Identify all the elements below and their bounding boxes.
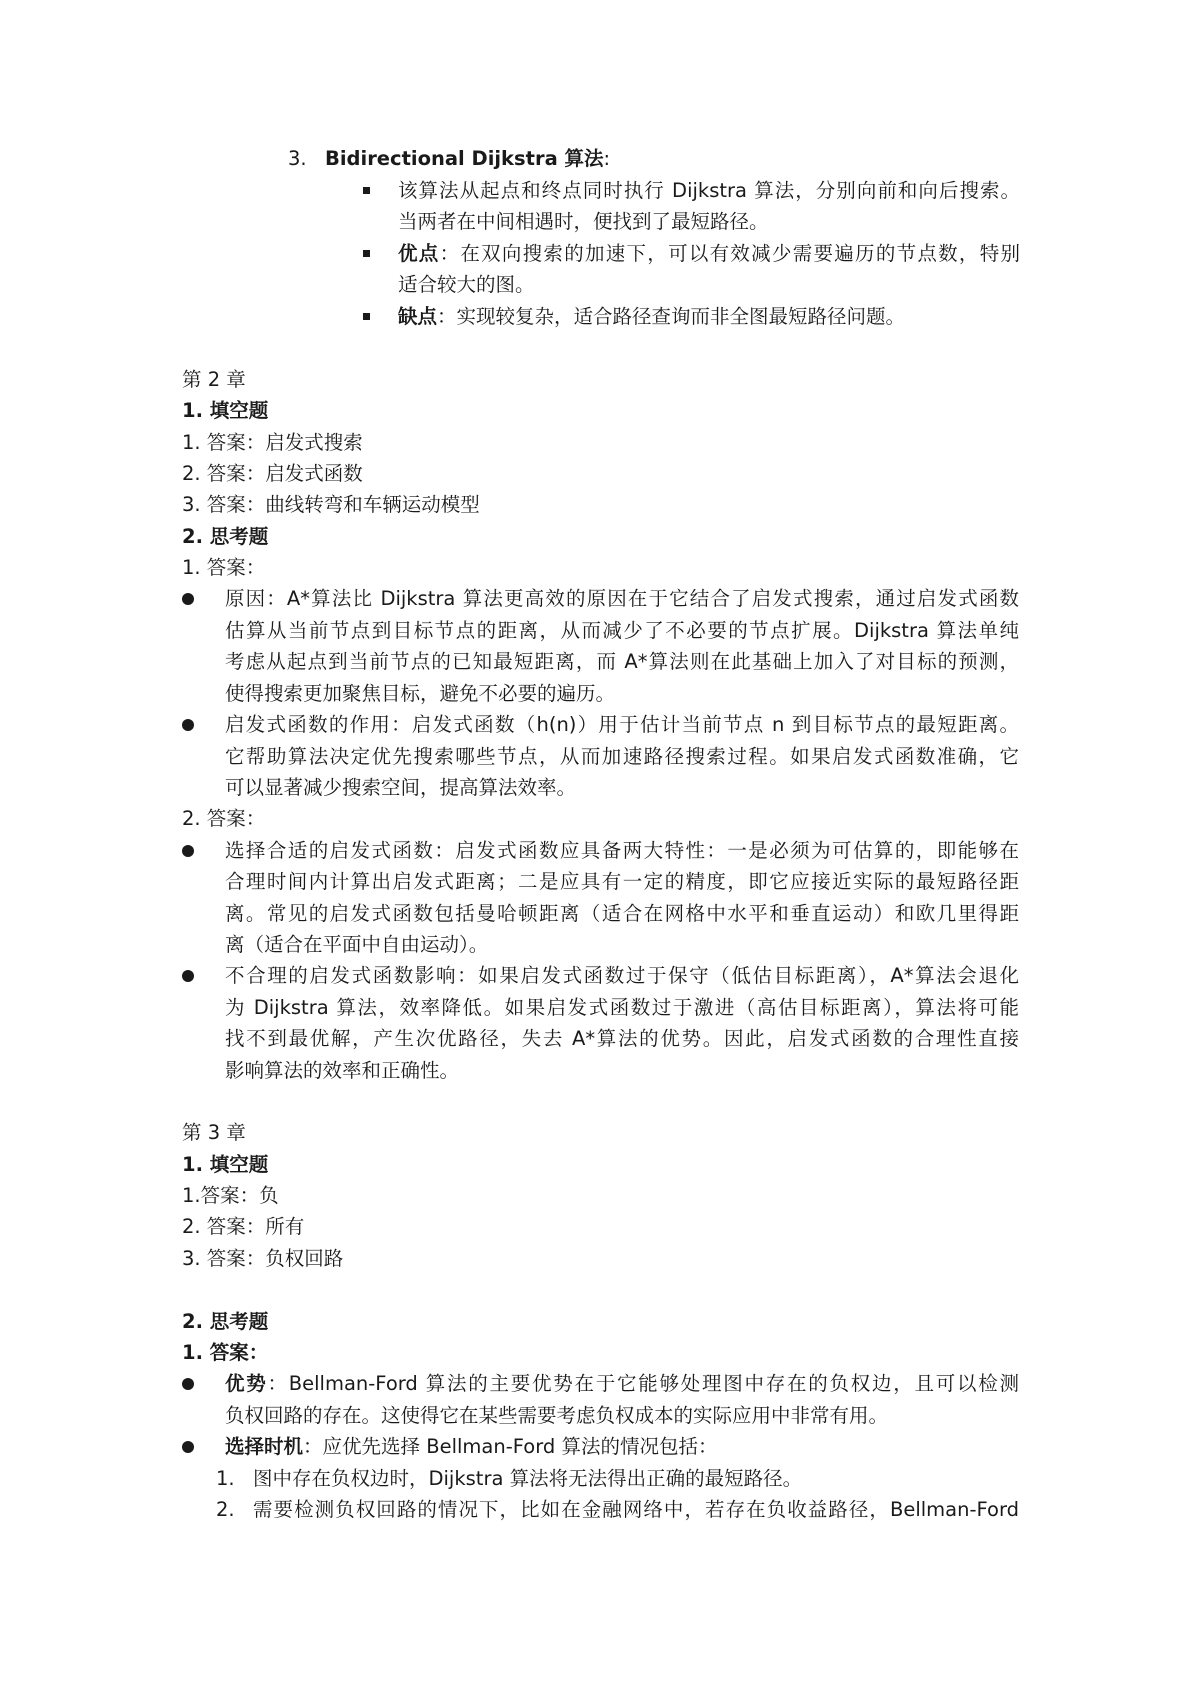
bullet-text: 可以显著减少搜索空间，提高算法效率。	[225, 776, 577, 799]
bullet-text-rest: ：应优先选择 Bellman-Ford 算法的情况包括：	[303, 1435, 718, 1458]
item-title-text: Bidirectional Dijkstra 算法	[325, 147, 604, 170]
round-bullet-icon	[182, 1378, 194, 1390]
item-title	[325, 145, 610, 173]
bullet-text: 负权回路的存在。这使得它在某些需要考虑负权成本的实际应用中非常有用。	[225, 1404, 889, 1427]
round-bullet-icon	[182, 719, 194, 731]
square-bullet-icon	[363, 187, 370, 194]
answer-line: 2. 答案：所有	[182, 1215, 305, 1238]
sub-item-text: 图中存在负权边时，Dijkstra 算法将无法得出正确的最短路径。	[253, 1467, 803, 1490]
bullet-text: 它帮助算法决定优先搜索哪些节点，从而加速路径搜索过程。如果启发式函数准确，它	[225, 745, 1019, 768]
bullet-text	[398, 303, 905, 331]
bullet-text: 选择合适的启发式函数：启发式函数应具备两大特性：一是必须为可估算的，即能够在	[225, 839, 1019, 862]
answer-line: 3. 答案：曲线转弯和车辆运动模型	[182, 493, 480, 516]
bullet-text: 离。常见的启发式函数包括曼哈顿距离（适合在网格中水平和垂直运动）和欧几里得距	[225, 902, 1019, 925]
round-bullet-icon	[182, 970, 194, 982]
answer-line: 1. 答案：启发式搜索	[182, 431, 363, 454]
item-number: 3.	[288, 147, 307, 170]
bullet-text	[225, 1433, 717, 1461]
item-title-colon: :	[603, 147, 611, 170]
section-heading: 1. 填空题	[182, 399, 269, 422]
bullet-text-rest: ：实现较复杂，适合路径查询而非全图最短路径问题。	[437, 305, 906, 328]
bullet-text: 不合理的启发式函数影响：如果启发式函数过于保守（低估目标距离），A*算法会退化	[225, 964, 1019, 987]
bullet-text: 原因：A*算法比 Dijkstra 算法更高效的原因在于它结合了启发式搜索，通过启发式函数	[225, 587, 1019, 610]
bullet-text: 适合较大的图。	[398, 273, 535, 296]
bullet-text: 找不到最优解，产生次优路径，失去 A*算法的优势。因此，启发式函数的合理性直接	[225, 1027, 1019, 1050]
answer-line: 1.答案：负	[182, 1184, 279, 1207]
bullet-text: 估算从当前节点到目标节点的距离，从而减少了不必要的节点扩展。Dijkstra 算法单纯	[225, 619, 1019, 642]
bullet-text: 影响算法的效率和正确性。	[225, 1059, 460, 1082]
chapter-title: 第 2 章	[182, 368, 246, 391]
bullet-text: 离（适合在平面中自由运动）。	[225, 933, 489, 956]
bullet-bold-term: 选择时机	[225, 1435, 304, 1458]
bullet-text: 为 Dijkstra 算法，效率降低。如果启发式函数过于激进（高估目标距离），算法将可能	[225, 996, 1019, 1019]
round-bullet-icon	[182, 1441, 194, 1453]
bullet-text: 使得搜索更加聚焦目标，避免不必要的遍历。	[225, 682, 616, 705]
answer-label: 1. 答案：	[182, 556, 266, 579]
bullet-text: 启发式函数的作用：启发式函数（h(n)）用于估计当前节点 n 到目标节点的最短距离。	[225, 713, 1019, 736]
answer-label: 2. 答案：	[182, 807, 266, 830]
bullet-text: 合理时间内计算出启发式距离；二是应具有一定的精度，即它应接近实际的最短路径距	[225, 870, 1019, 893]
square-bullet-icon	[363, 313, 370, 320]
bullet-text: 考虑从起点到当前节点的已知最短距离，而 A*算法则在此基础上加入了对目标的预测，	[225, 650, 1019, 673]
bullet-text	[398, 240, 1020, 268]
bullet-text: 当两者在中间相遇时，便找到了最短路径。	[398, 210, 769, 233]
answer-label: 1. 答案：	[182, 1341, 269, 1364]
bullet-text-rest: ：在双向搜索的加速下，可以有效减少需要遍历的节点数，特别	[439, 242, 1020, 265]
bullet-text: 该算法从起点和终点同时执行 Dijkstra 算法，分别向前和向后搜索。	[398, 179, 1020, 202]
chapter-title: 第 3 章	[182, 1121, 246, 1144]
bullet-text-rest: ：Bellman-Ford 算法的主要优势在于它能够处理图中存在的负权边，且可以检测	[267, 1372, 1019, 1395]
bullet-bold-term: 优势	[225, 1372, 268, 1395]
bullet-bold-term: 优点	[398, 242, 440, 265]
section-heading: 2. 思考题	[182, 525, 269, 548]
round-bullet-icon	[182, 593, 194, 605]
square-bullet-icon	[363, 250, 370, 257]
bullet-bold-term: 缺点	[398, 305, 438, 328]
answer-line: 3. 答案：负权回路	[182, 1247, 344, 1270]
bullet-text	[225, 1370, 1019, 1398]
round-bullet-icon	[182, 845, 194, 857]
answer-line: 2. 答案：启发式函数	[182, 462, 363, 485]
sub-item-number: 2.	[216, 1498, 235, 1521]
sub-item-number: 1.	[216, 1467, 235, 1490]
section-heading: 2. 思考题	[182, 1310, 269, 1333]
section-heading: 1. 填空题	[182, 1153, 269, 1176]
sub-item-text: 需要检测负权回路的情况下，比如在金融网络中，若存在负收益路径，Bellman-Ford	[253, 1498, 1019, 1521]
